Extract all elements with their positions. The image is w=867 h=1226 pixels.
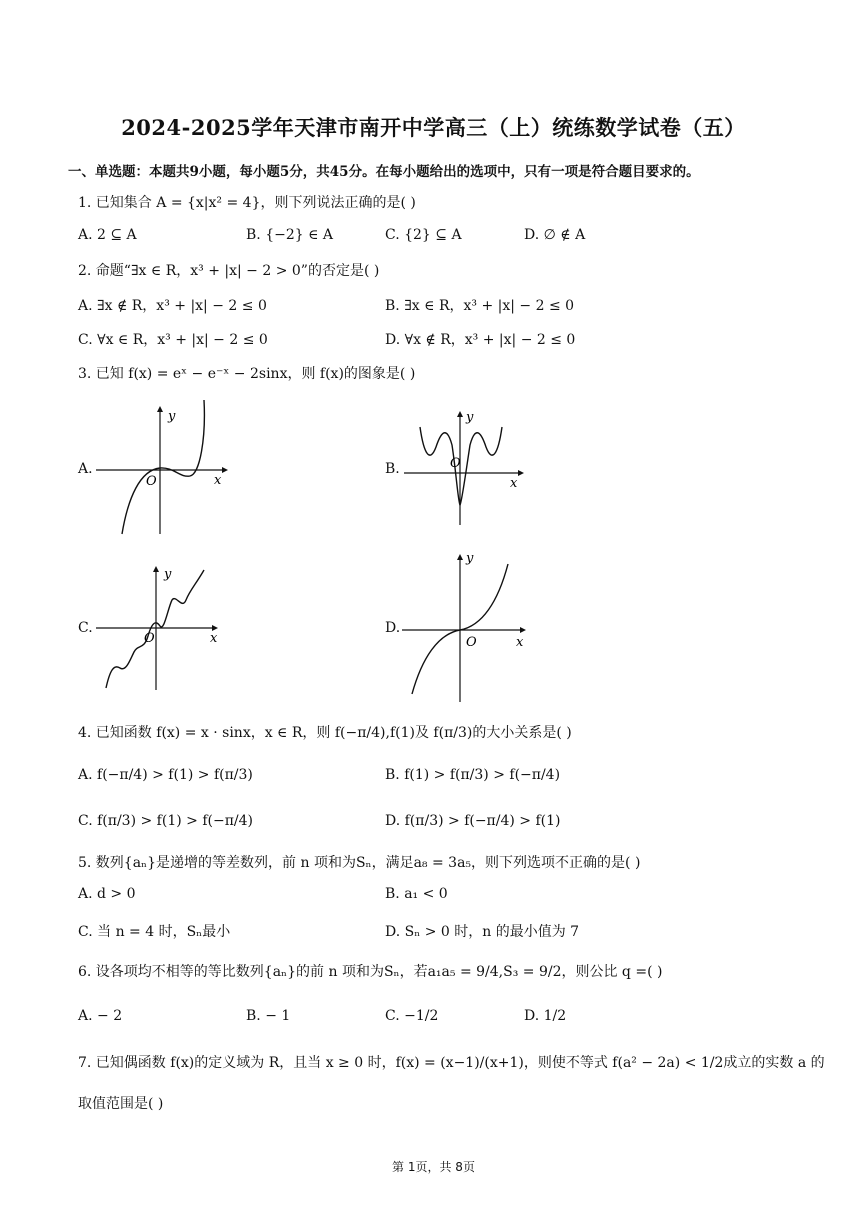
question-7-stem-continued: 取值范围是( ) xyxy=(78,1096,164,1112)
question-1-stem: 1. 已知集合 A = {x|x² = 4}，则下列说法正确的是( ) xyxy=(78,195,416,211)
question-1-option-c: C. {2} ⊆ A xyxy=(385,227,462,243)
question-6-option-d: D. 1/2 xyxy=(524,1008,567,1024)
question-3-graph-b xyxy=(404,405,534,527)
question-5-option-c: C. 当 n = 4 时，Sₙ最小 xyxy=(78,924,231,940)
question-2-option-d: D. ∀x ∉ R，x³ + |x| − 2 ≤ 0 xyxy=(385,332,576,348)
graph-a-origin-label: O xyxy=(146,474,157,489)
graph-d-y-label: y xyxy=(466,551,474,566)
question-1-option-d: D. ∅ ∉ A xyxy=(524,227,586,243)
question-1-option-b: B. {−2} ∈ A xyxy=(246,227,334,243)
question-2-option-b: B. ∃x ∈ R，x³ + |x| − 2 ≤ 0 xyxy=(385,298,575,314)
question-3-graph-d xyxy=(402,548,532,704)
question-4-option-c: C. f(π/3) > f(1) > f(−π/4) xyxy=(78,813,253,829)
question-4-option-a: A. f(−π/4) > f(1) > f(π/3) xyxy=(78,767,253,783)
graph-d-origin-label: O xyxy=(466,635,477,650)
graph-a-y-label: y xyxy=(168,409,176,424)
question-5-option-d: D. Sₙ > 0 时，n 的最小值为 7 xyxy=(385,924,580,940)
question-3-label-c: C. xyxy=(78,620,93,636)
page-footer: 第 1页，共 8页 xyxy=(392,1160,475,1174)
graph-b-y-label: y xyxy=(466,410,474,425)
question-4-stem: 4. 已知函数 f(x) = x · sinx，x ∈ R，则 f(−π/4),f(1)及 f(π/3)的大小关系是( ) xyxy=(78,725,572,741)
section-heading: 一、单选题：本题共9小题，每小题5分，共45分。在每小题给出的选项中，只有一项是符合题目要求的。 xyxy=(68,164,700,180)
question-2-option-c: C. ∀x ∈ R，x³ + |x| − 2 ≤ 0 xyxy=(78,332,268,348)
question-3-graph-a xyxy=(94,398,234,538)
graph-a-x-label: x xyxy=(214,473,222,488)
question-3-label-a: A. xyxy=(78,461,93,477)
question-5-option-b: B. a₁ < 0 xyxy=(385,886,448,902)
graph-b-x-label: x xyxy=(510,476,518,491)
question-4-option-b: B. f(1) > f(π/3) > f(−π/4) xyxy=(385,767,561,783)
question-3-label-b: B. xyxy=(385,461,400,477)
page-title: 2024-2025学年天津市南开中学高三（上）统练数学试卷（五） xyxy=(121,115,746,140)
graph-c-x-label: x xyxy=(210,631,218,646)
graph-c-y-label: y xyxy=(164,567,172,582)
question-3-label-d: D. xyxy=(385,620,401,636)
question-6-option-c: C. −1/2 xyxy=(385,1008,439,1024)
graph-c-origin-label: O xyxy=(144,631,155,646)
question-4-option-d: D. f(π/3) > f(−π/4) > f(1) xyxy=(385,813,561,829)
question-5-option-a: A. d > 0 xyxy=(78,886,136,902)
question-2-stem: 2. 命题“∃x ∈ R，x³ + |x| − 2 > 0”的否定是( ) xyxy=(78,263,380,279)
graph-d-x-label: x xyxy=(516,635,524,650)
question-2-option-a: A. ∃x ∉ R，x³ + |x| − 2 ≤ 0 xyxy=(78,298,267,314)
question-6-stem: 6. 设各项均不相等的等比数列{aₙ}的前 n 项和为Sₙ，若a₁a₅ = 9/4,S₃ = 9/2，则公比 q =( ) xyxy=(78,964,663,980)
question-5-stem: 5. 数列{aₙ}是递增的等差数列，前 n 项和为Sₙ，满足a₈ = 3a₅，则下列选项不正确的是( ) xyxy=(78,855,641,871)
question-1-option-a: A. 2 ⊆ A xyxy=(78,227,137,243)
question-6-option-a: A. − 2 xyxy=(78,1008,123,1024)
question-3-stem: 3. 已知 f(x) = eˣ − e⁻ˣ − 2sinx，则 f(x)的图象是( ) xyxy=(78,366,416,382)
question-3-graph-c xyxy=(96,560,226,692)
question-6-option-b: B. − 1 xyxy=(246,1008,291,1024)
question-7-stem: 7. 已知偶函数 f(x)的定义域为 R，且当 x ≥ 0 时，f(x) = (x−1)/(x+1)，则使不等式 f(a² − 2a) < 1/2成立的实数 a 的 xyxy=(78,1055,825,1071)
graph-b-origin-label: O xyxy=(450,456,461,471)
